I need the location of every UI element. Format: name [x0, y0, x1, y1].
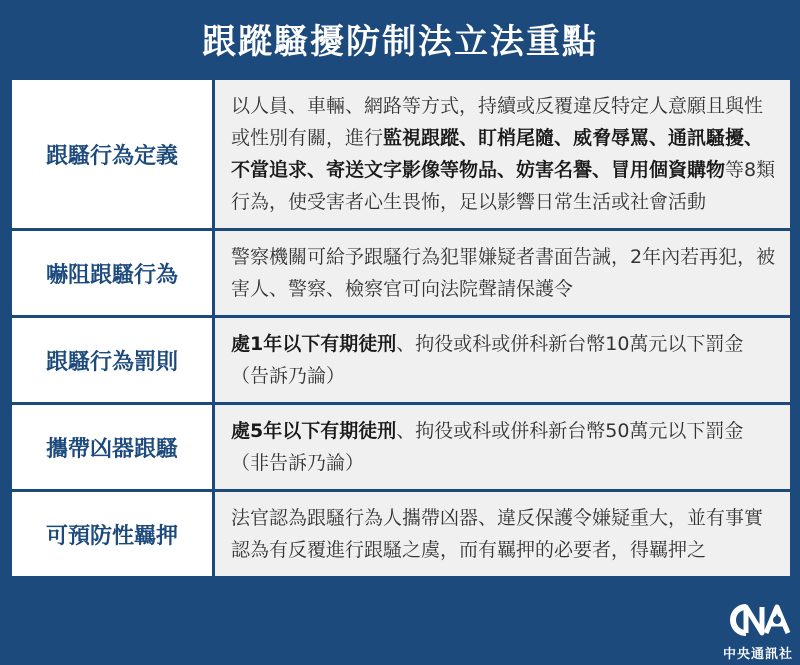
row-label: 可預防性羈押 — [45, 523, 178, 549]
cna-logo — [716, 597, 800, 665]
row-content — [212, 80, 790, 228]
content-text: 、拘役或科或併科新台幣10萬元以下罰金（告訴乃論） — [231, 333, 744, 387]
table-row — [12, 231, 790, 318]
cna-logo-icon — [724, 599, 794, 641]
row-content — [212, 318, 790, 402]
row-label: 嚇阻跟騷行為 — [45, 262, 178, 288]
content-highlight: 監視跟蹤、盯梢尾隨、威脅辱罵、通訊騷擾、不當追求、寄送文字影像等物品、妨害名譽、冒用個資購物 — [231, 127, 764, 181]
key-points-table — [12, 80, 790, 576]
content-text: 警察機關可給予跟騷行為犯罪嫌疑者書面告誡，2年內若再犯，被害人、警察、檢察官可向法院聲請保護令 — [231, 246, 776, 300]
content-text: 等8類行為，使受害者心生畏怖，足以影響日常生活或社會活動 — [231, 159, 776, 213]
row-content — [212, 492, 790, 576]
table-row — [12, 80, 790, 231]
row-label: 攜帶凶器跟騷 — [45, 436, 178, 462]
row-label: 跟騷行為定義 — [45, 143, 178, 169]
content-text: 以人員、車輛、網路等方式，持續或反覆違反特定人意願且與性或性別有關，進行 — [231, 95, 764, 149]
content-text: 法官認為跟騷行為人攜帶凶器、違反保護令嫌疑重大，並有事實認為有反覆進行跟騷之虞，而有羈押的必要者，得羈押之 — [231, 507, 764, 561]
page-title: 跟蹤騷擾防制法立法重點 — [202, 21, 598, 62]
table-row — [12, 492, 790, 576]
content-highlight: 處1年以下有期徒刑 — [231, 333, 397, 355]
table-row — [12, 318, 790, 405]
content-highlight: 處5年以下有期徒刑 — [231, 420, 397, 442]
row-content — [212, 405, 790, 489]
row-label: 跟騷行為罰則 — [45, 349, 178, 375]
content-text: 、拘役或科或併科新台幣50萬元以下罰金（非告訴乃論） — [231, 420, 744, 474]
table-row — [12, 405, 790, 492]
logo-text: 中央通訊社 — [722, 647, 793, 662]
row-content — [212, 231, 790, 315]
